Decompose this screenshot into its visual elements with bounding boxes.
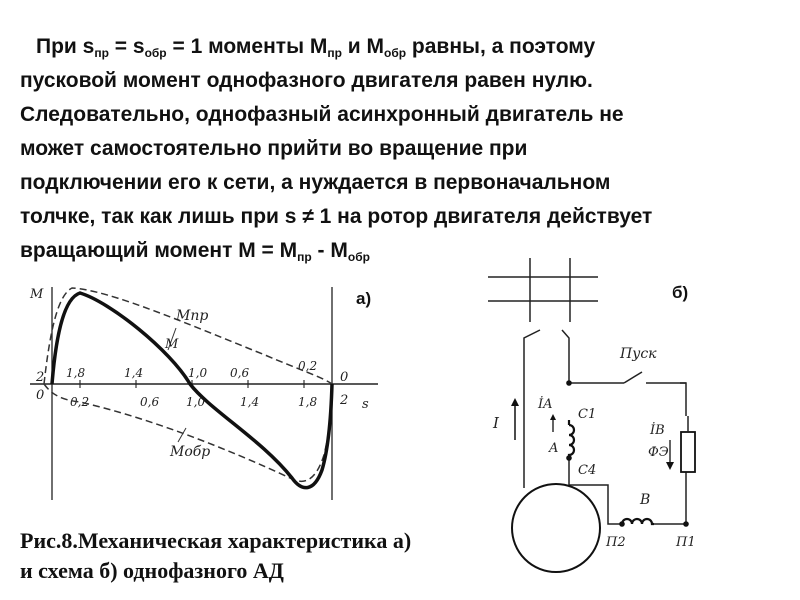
curve-m-label: M: [165, 337, 179, 352]
caption-line-2: и схема б) однофазного АД: [20, 558, 284, 583]
phase-element-label: ФЭ: [648, 445, 669, 460]
circuit-diagram: [488, 258, 696, 572]
circuit-node: [683, 521, 689, 527]
supply-lines: [488, 258, 598, 322]
label-leader: [178, 428, 186, 442]
current-ia-label: İA: [538, 397, 553, 412]
torque-graph: [29, 287, 378, 500]
start-label: Пуск: [620, 346, 657, 362]
paragraph-line-3: Следовательно, однофазный асинхронный двигатель не: [20, 103, 624, 126]
phase-element: [681, 432, 695, 472]
current-i-arrowhead: [511, 398, 519, 406]
paragraph-line-7: вращающий момент $М = М_{пр} - М_{обр}$: [20, 239, 370, 264]
top-tick-label: 0,2: [298, 359, 318, 373]
current-ia-arrowhead: [550, 414, 556, 420]
circuit-node: [566, 380, 572, 386]
graph-panel-label: а): [356, 289, 372, 308]
switch-contact: [624, 372, 642, 383]
current-ib-arrowhead: [666, 462, 674, 470]
terminal-p2-label: П2: [606, 535, 626, 550]
graph-axis-m-label: M: [30, 287, 44, 302]
curve-m-obr-label: Mобр: [170, 444, 211, 460]
top-tick-label: 0,6: [230, 366, 250, 380]
c4-label: C4: [578, 463, 597, 478]
paragraph-line-6: толчке, так как лишь при s ≠ 1 на ротор двигателя действует: [20, 205, 653, 228]
terminal-p1-label: П1: [676, 535, 696, 550]
caption-line-1: Рис.8.Механическая характеристика а): [20, 528, 412, 553]
bottom-tick-label: 1,4: [240, 395, 260, 409]
current-ib-label: İB: [650, 423, 665, 438]
c1-label: C1: [578, 407, 597, 422]
curve-m-pr-label: Mпр: [176, 308, 209, 324]
winding-a-coil: [569, 420, 574, 458]
top-tick-label: 1,8: [66, 366, 86, 380]
paragraph-line-5: подключении его к сети, а нуждается в первоначальном: [20, 171, 611, 194]
winding-b-label: B: [640, 492, 651, 508]
figure-caption: [20, 526, 520, 586]
graph-right-bottom-value: 2: [340, 393, 349, 408]
bottom-tick-label: 0,2: [70, 395, 90, 409]
bottom-tick-label: 1,8: [298, 395, 318, 409]
graph-left-top-value: 2: [36, 370, 45, 385]
paragraph-line-4: может самостоятельно прийти во вращение при: [20, 137, 528, 160]
graph-right-top-value: 0: [340, 370, 349, 385]
graph-axis-s-label: s: [362, 397, 369, 412]
rotor-circle: [512, 484, 600, 572]
winding-a-label: A: [549, 441, 559, 456]
paragraph-line-2: пусковой момент однофазного двигателя равен нулю.: [20, 69, 593, 92]
bottom-tick-label: 1,0: [186, 395, 206, 409]
winding-b-coil: [622, 519, 654, 524]
paragraph-line-1: При $s_{пр} = s_{обр} = 1$ моменты $М_{пр}$ и $М_{обр}$ равны, а поэтому: [36, 35, 596, 60]
top-tick-label: 1,0: [188, 366, 208, 380]
bottom-tick-label: 0,6: [140, 395, 160, 409]
graph-left-bottom-value: 0: [36, 388, 45, 403]
circuit-panel-label: б): [672, 283, 689, 302]
current-i-label: I: [493, 414, 499, 432]
top-tick-label: 1,4: [124, 366, 144, 380]
